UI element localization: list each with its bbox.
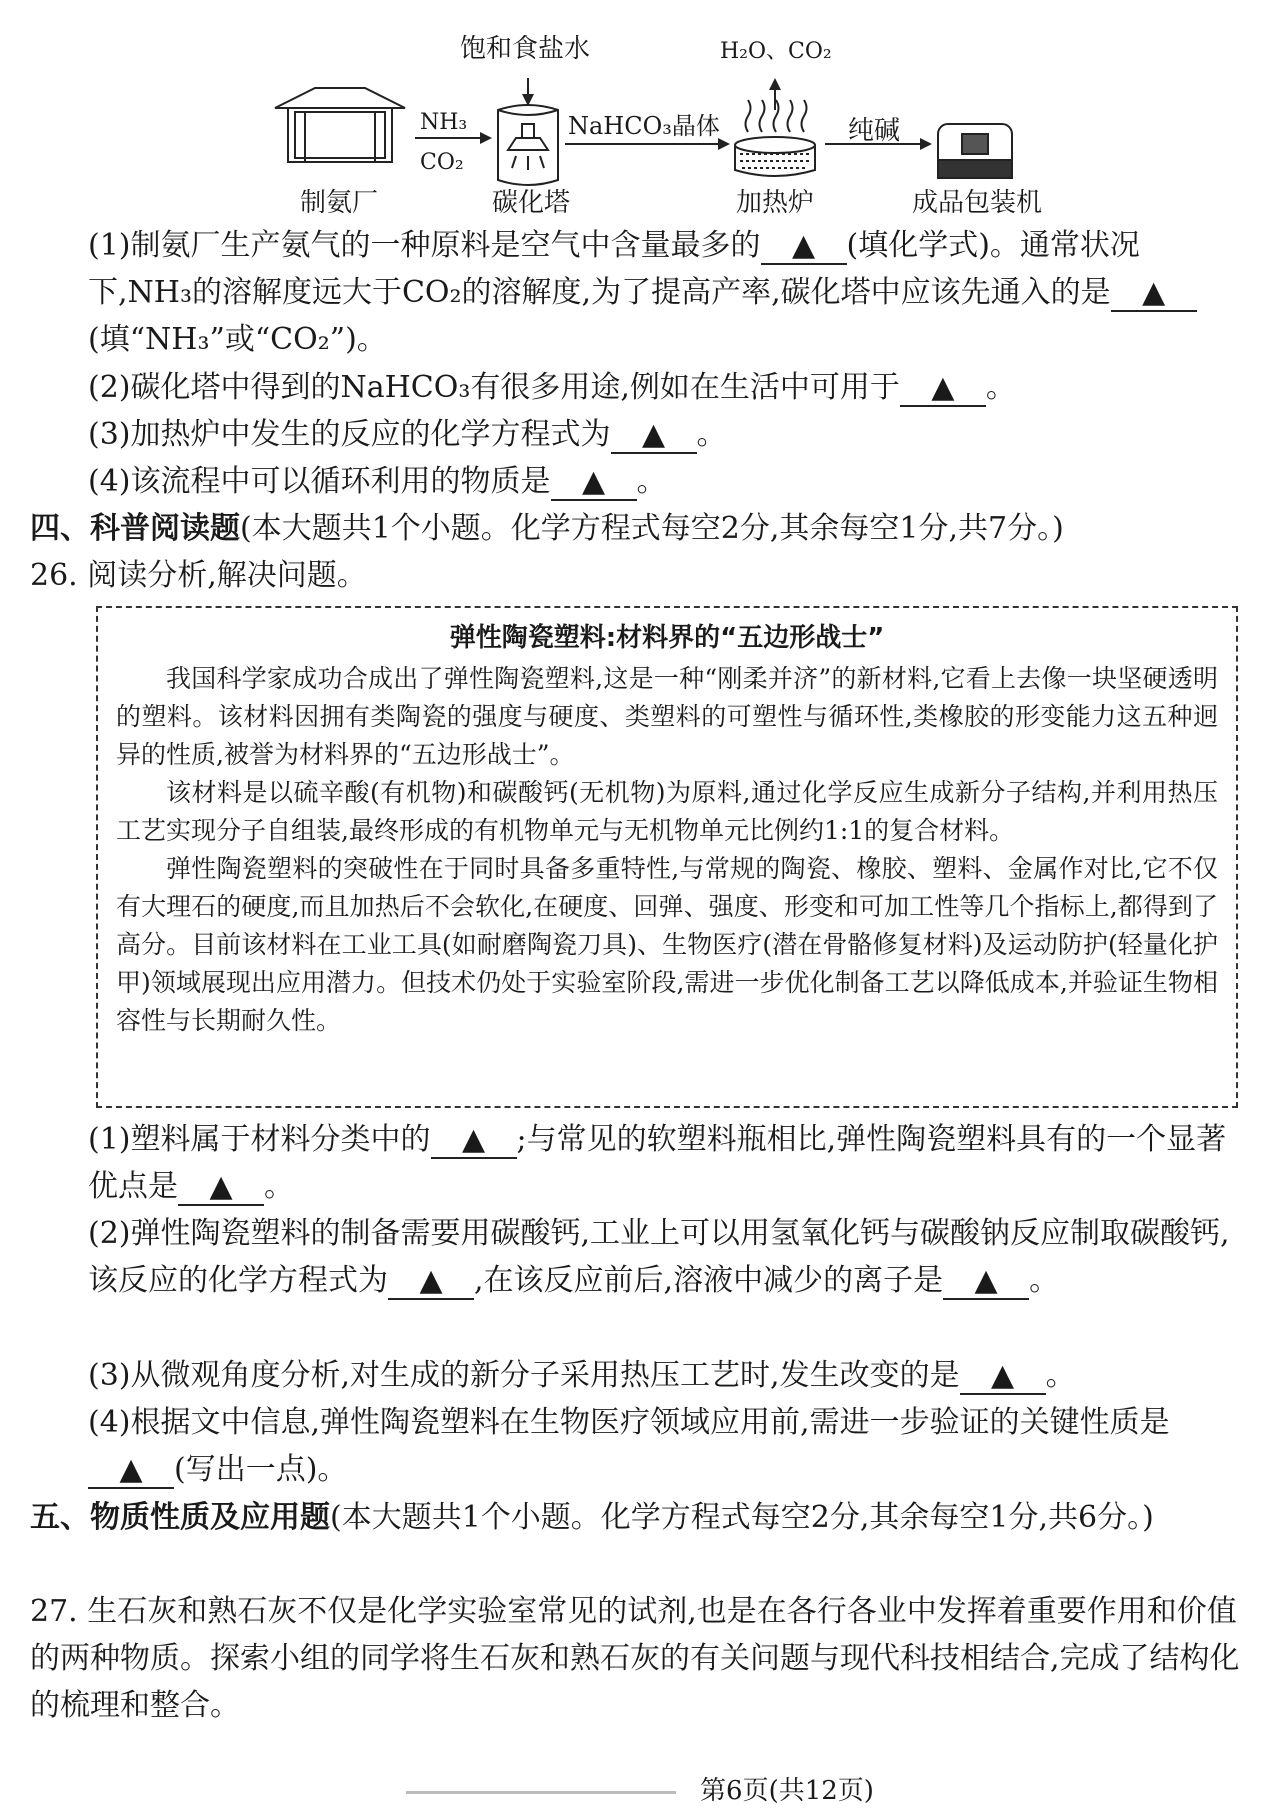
arrow2-nahco3: NaHCO₃晶体 <box>568 112 720 140</box>
section-4-heading: 四、科普阅读题(本大题共1个小题。化学方程式每空2分,其余每空1分,共7分。) <box>30 511 1064 546</box>
arrow1-co2: CO₂ <box>420 150 464 175</box>
article-paragraph-3: 弹性陶瓷塑料的突破性在于同时具备多重特性,与常规的陶瓷、橡胶、塑料、金属作对比,它不仅有大理石的硬度,而且加热后不会软化,在硬度、回弹、强度、形变和可加工性等几个指标上,都得到了高分。目前该材料在工业工具(如耐磨陶瓷刀具)、生物医疗(潜在骨骼修复材料)及运动防护(轻量化护甲)领域展现出应用潜力。但技术仍处于实验室阶段,需进一步优化制备工艺以降低成本,并验证生物相容性与长期耐久性。 <box>116 854 1218 1035</box>
answer-blank[interactable]: ▲ <box>88 1453 174 1489</box>
answer-blank[interactable]: ▲ <box>960 1359 1046 1395</box>
node-carbonation-tower: 碳化塔 <box>492 188 571 218</box>
q25-part4: (4)该流程中可以循环利用的物质是 ▲ 。 <box>88 464 667 499</box>
input-saturated-brine: 饱和食盐水 <box>460 34 591 64</box>
node-heating-furnace: 加热炉 <box>736 188 815 218</box>
answer-blank[interactable]: ▲ <box>761 229 847 265</box>
q25-part1: (1)制氨厂生产氨气的一种原料是空气中含量最多的 ▲ (填化学式)。通常状况下,NH₃的溶解度远大于CO₂的溶解度,为了提高产率,碳化塔中应该先通入的是 ▲(填“NH₃”或“CO₂”)。 <box>88 222 1238 363</box>
reading-article-box <box>96 606 1238 1108</box>
answer-blank[interactable]: ▲ <box>943 1264 1029 1300</box>
q26-part4: (4)根据文中信息,弹性陶瓷塑料在生物医疗领域应用前,需进一步验证的关键性质是▲ (写出一点)。 <box>88 1405 1170 1487</box>
q26-part1: (1)塑料属于材料分类中的 ▲ ;与常见的软塑料瓶相比,弹性陶瓷塑料具有的一个显著优点是 ▲ 。 <box>88 1122 1227 1204</box>
answer-blank[interactable]: ▲ <box>178 1170 264 1206</box>
answer-blank[interactable]: ▲ <box>551 465 637 501</box>
node-packaging-machine: 成品包装机 <box>912 188 1043 218</box>
q25-part3: (3)加热炉中发生的反应的化学方程式为 ▲ 。 <box>88 417 727 452</box>
footer-rule <box>406 1791 676 1794</box>
output-h2o-co2: H₂O、CO₂ <box>720 39 832 64</box>
article-paragraph-2: 该材料是以硫辛酸(有机物)和碳酸钙(无机物)为原料,通过化学反应生成新分子结构,并利用热压工艺实现分子自组装,最终形成的有机物单元与无机物单元比例约1:1的复合材料。 <box>116 778 1218 845</box>
carbonation-tower-icon <box>498 105 558 185</box>
q25-part2: (2)碳化塔中得到的NaHCO₃有很多用途,例如在生活中可用于 ▲ 。 <box>88 370 1016 405</box>
answer-blank[interactable]: ▲ <box>611 418 697 454</box>
heating-furnace-icon <box>735 100 815 176</box>
q26-part2: (2)弹性陶瓷塑料的制备需要用碳酸钙,工业上可以用氢氧化钙与碳酸钠反应制取碳酸钙,该反应的化学方程式为 ▲ ,在该反应前后,溶液中减少的离子是 ▲ 。 <box>88 1216 1230 1298</box>
ammonia-plant-icon <box>275 88 405 162</box>
section-5-heading: 五、物质性质及应用题(本大题共1个小题。化学方程式每空2分,其余每空1分,共6分。) <box>30 1500 1154 1535</box>
q26-stem: 26. 阅读分析,解决问题。 <box>30 558 367 593</box>
node-ammonia-plant: 制氨厂 <box>300 188 379 218</box>
article-title: 弹性陶瓷塑料:材料界的“五边形战士” <box>449 623 885 653</box>
answer-blank[interactable]: ▲ <box>431 1123 517 1159</box>
q26-part3: (3)从微观角度分析,对生成的新分子采用热压工艺时,发生改变的是 ▲ 。 <box>88 1358 1076 1393</box>
packaging-machine-icon <box>938 124 1012 178</box>
page-number: 第6页(共12页) <box>700 1776 874 1806</box>
arrow1-nh3: NH₃ <box>420 110 468 135</box>
process-flow-diagram <box>270 20 1050 220</box>
answer-blank[interactable]: ▲ <box>388 1264 474 1300</box>
article-paragraph-1: 我国科学家成功合成出了弹性陶瓷塑料,这是一种“刚柔并济”的新材料,它看上去像一块坚硬透明的塑料。该材料因拥有类陶瓷的强度与硬度、类塑料的可塑性与循环性,类橡胶的形变能力这五种迥异的性质,被誉为材料界的“五边形战士”。 <box>116 664 1218 769</box>
answer-blank[interactable]: ▲ <box>1111 276 1197 312</box>
answer-blank[interactable]: ▲ <box>900 371 986 407</box>
q27-stem: 27. 生石灰和熟石灰不仅是化学实验室常见的试剂,也是在各行各业中发挥着重要作用和价值的两种物质。探索小组的同学将生石灰和熟石灰的有关问题与现代科技相结合,完成了结构化的梳理和整合。 <box>30 1594 1240 1723</box>
arrow3-soda: 纯碱 <box>848 116 901 146</box>
page-footer <box>0 1770 1280 1807</box>
